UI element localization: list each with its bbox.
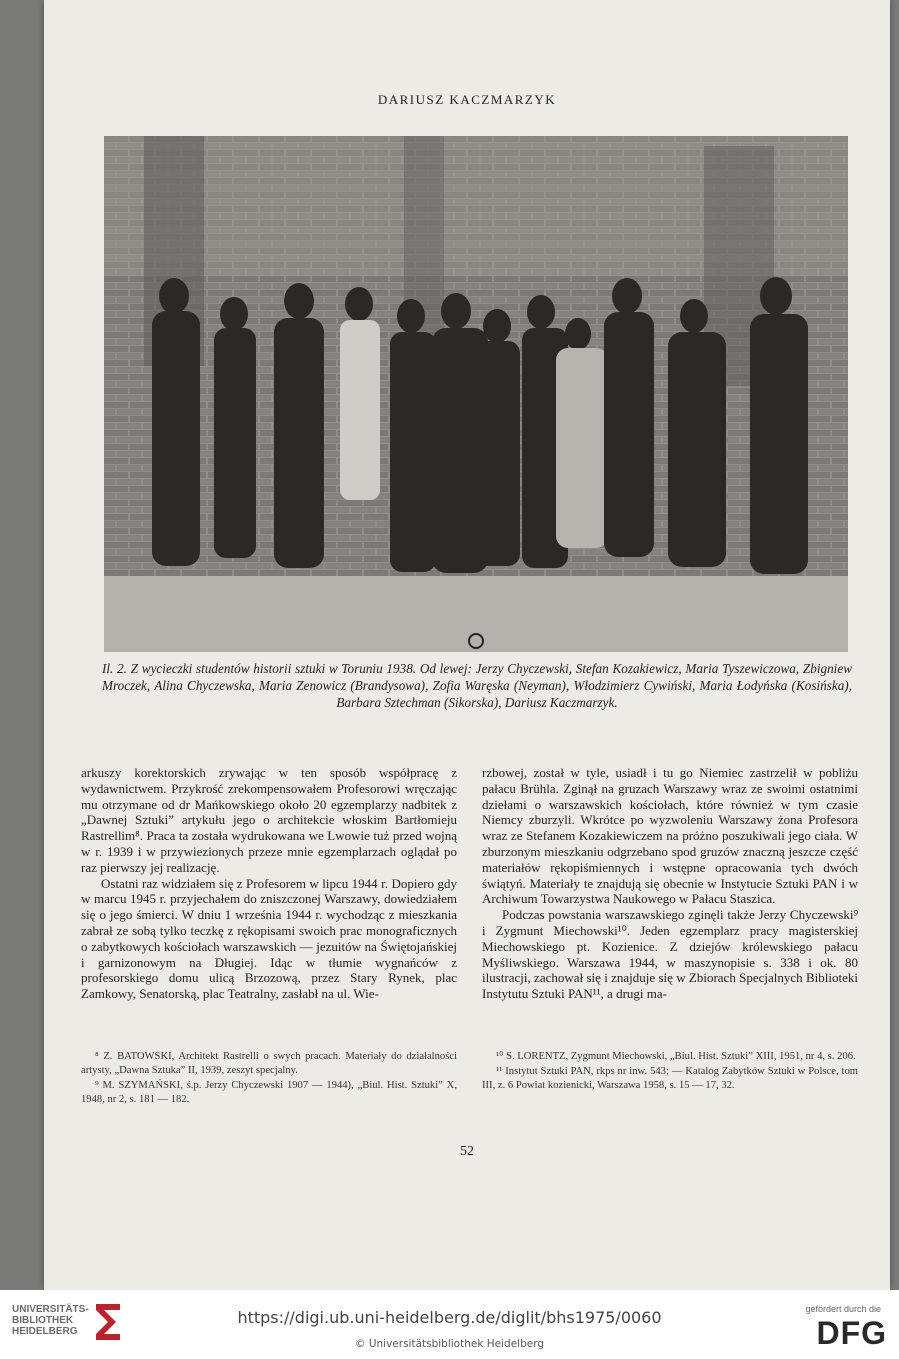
funding-label: gefördert durch die [805, 1304, 881, 1314]
footnote: ¹¹ Instytut Sztuki PAN, rkps nr inw. 543; — Katalog Zabytków Sztuki w Polsce, tom III, z. 6 Powiat kozienicki, Warszawa 1958, s. 15 — 17, 32. [482, 1066, 858, 1091]
copyright-notice: © Universitätsbibliothek Heidelberg [354, 1338, 544, 1350]
group-photograph [104, 136, 848, 652]
photo-caption: Il. 2. Z wycieczki studentów historii sztuki w Toruniu 1938. Od lewej: Jerzy Chyczewski, Stefan Kozakiewicz, Maria Tyszewiczowa, Zbigniew Mroczek, Alina Chyczewska, Maria Zenowicz (Brandysowa), Zofia Waręska (Neyman), Włodzimierz Cywiński, Maria Łodyńska (Kosińska), Barbara Sztechman (Sikorska), Dariusz Kaczmarzyk. [102, 661, 852, 710]
document-page [44, 0, 890, 1290]
paragraph: Ostatni raz widziałem się z Profesorem w lipcu 1944 r. Dopiero gdy w marcu 1945 r. przyjechałem do zniszczonej Warszawy, dowiedziałem się o jego śmierci. W dniu 1 września 1944 r. wychodząc z mieszkania zabrał ze sobą tylko teczkę z rękopisami swoich prac monograficznych o zabytkowych kościołach warszawskich — jezuitów na Świętojańskiej i garnizonowym na Długiej. Idąc w tłumie wygnańców z profesorskiego domu ulicą Brzozową, przez Stary Rynek, plac Zamkowy, Senatorską, plac Teatralny, zasłabł na ul. Wie- [81, 875, 457, 1002]
page-number: 52 [460, 1144, 474, 1159]
viewer-footer [0, 1290, 899, 1359]
library-name-line1: UNIVERSITÄTS- [12, 1304, 89, 1315]
dfg-logo[interactable]: DFG [816, 1315, 887, 1351]
text-column-right [482, 765, 858, 1002]
footnote: ¹⁰ S. LORENTZ, Zygmunt Miechowski, „Biul. Hist. Sztuki” XIII, 1951, nr 4, s. 206. [496, 1051, 856, 1062]
footnote: ⁸ Z. BATOWSKI, Architekt Rastrelli o swych pracach. Materiały do działalności artysty, „Dawna Sztuka” II, 1939, zeszyt specjalny. [81, 1051, 457, 1076]
library-name-line2: BIBLIOTHEK [12, 1315, 74, 1326]
paragraph: Podczas powstania warszawskiego zginęli także Jerzy Chyczewski⁹ i Zygmunt Miechowski¹⁰. Jeden egzemplarz pracy magisterskiej Miechowskiego pt. Kozienice. Z dziejów królewskiego pałacu Myśliwskiego. Warszawa 1944, w maszynopisie s. 338 i ok. 80 ilustracji, zachował się i znajduje się w Zbiorach Specjalnych Biblioteki Instytutu Sztuki PAN¹¹, a drugi ma- [482, 907, 858, 1002]
footnotes-right [482, 1050, 858, 1094]
paragraph: rzbowej, został w tyle, usiadł i tu go Niemiec zastrzelił w pobliżu pałacu Brühla. Zginął na gruzach Warszawy wraz ze swoimi ostatnimi dziełami o warszawskich kościołach, które również w tym czasie Niemcy zburzyli. Wkrótce po wyzwoleniu Warszawy żona Profesora wraz ze Stefanem Kozakiewiczem na próżno poszukiwali jego ciała. W zburzonym mieszkaniu odgrzebano spod gruzów znaczną jeszcze część materiałów rękopiśmiennych i wstępne opracowania tych dwóch świątyń. Materiały te znajdują się obecnie w Instytucie Sztuki PAN i w Archiwum Towarzystwa Naukowego w Pałacu Staszica. [482, 765, 858, 907]
group-photo-image [104, 136, 848, 652]
text-column-left [81, 765, 457, 1002]
running-head: DARIUSZ KACZMARZYK [377, 92, 557, 107]
permalink-url[interactable]: https://digi.ub.uni-heidelberg.de/diglit/bhs1975/0060 [237, 1308, 662, 1327]
paragraph: arkuszy korektorskich zrywając w ten sposób współpracę z wydawnictwem. Przykrość zrekompensowałem Profesorowi wręczając mu otrzymane od dr Mańkowskiego około 20 egzemplarzy nadbitek z „Dawnej Sztuki” artykułu jego o architekcie włoskim Bartłomieju Rastrellim⁸. Praca ta została wydrukowana we Lwowie tuż przed wojną w r. 1939 i w przywiezionych przeze mnie egzemplarzach oglądał po raz pierwszy jej realizację. [81, 765, 457, 875]
footnotes-left [81, 1050, 457, 1108]
library-name-line3: HEIDELBERG [12, 1326, 78, 1337]
footnote: ⁹ M. SZYMAŃSKI, ś.p. Jerzy Chyczewski 1907 — 1944), „Biul. Hist. Sztuki” X, 1948, nr 2, s. 181 — 182. [81, 1080, 457, 1105]
